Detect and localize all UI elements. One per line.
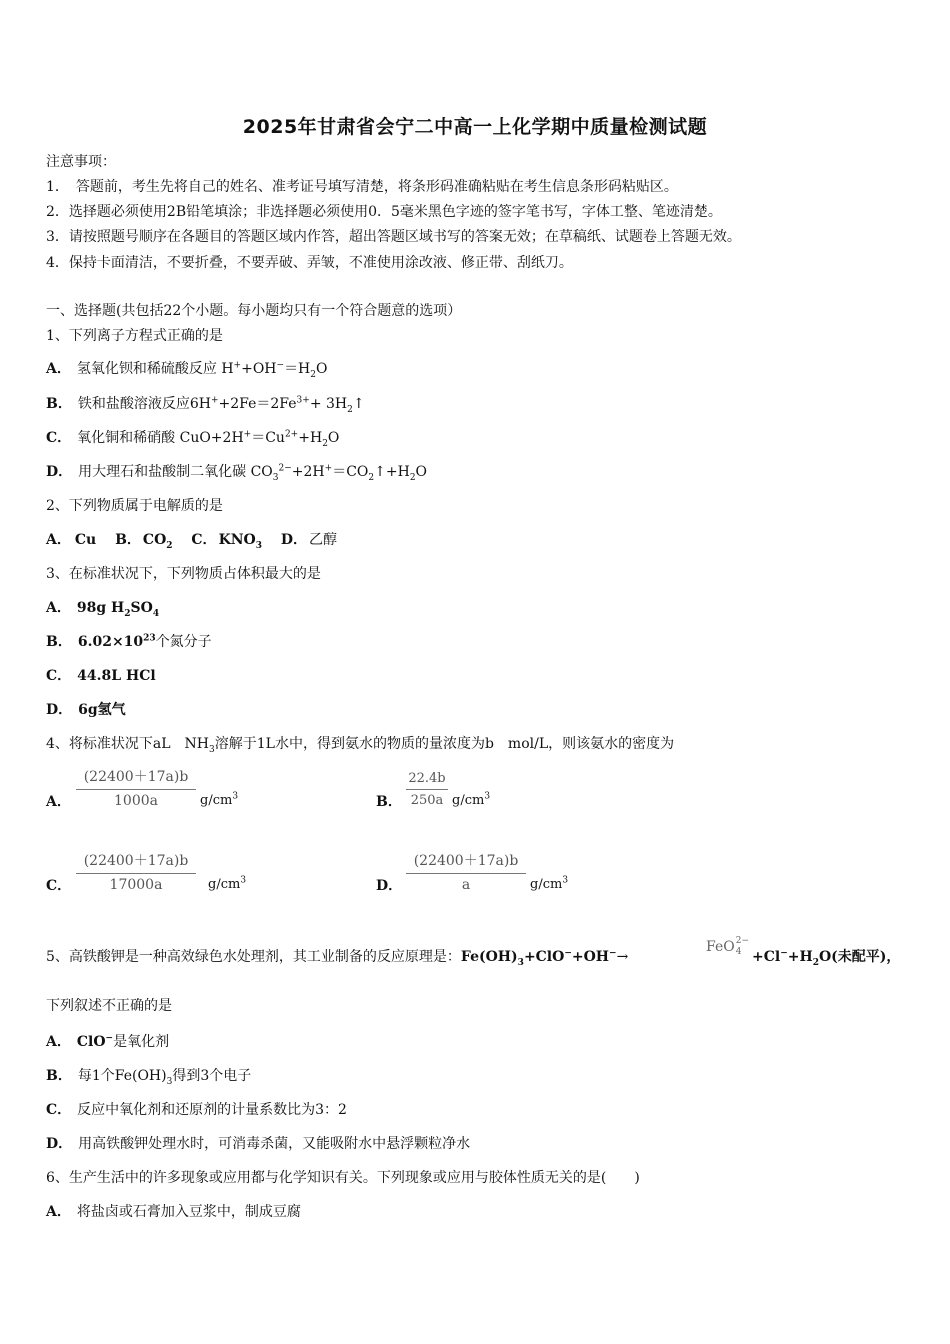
q4-option-c-unit: $g/cm^3$ (208, 875, 247, 892)
q1-option-b: B． 铁和盐酸溶液反应$6H^++2Fe=2Fe^{3+}+$ $3H_2↑$ (46, 395, 365, 415)
q4-option-a-fraction: $\frac{(22400+17a)b}{1000a}$ (76, 766, 196, 809)
q2-options (46, 530, 337, 550)
q1-option-c: C． 氧化铜和稀硝酸 $CuO+2H^+=Cu^{2+}+H_2O$ (46, 429, 340, 449)
option-label: D． (46, 464, 73, 480)
notice-item-2: 2．选择题必须使用2B铅笔填涂；非选择题必须使用0．5毫米黑色字迹的签字笔书写，字体工整、笔迹清楚。 (46, 204, 722, 220)
q3-option-a: A． 98g $H_2SO_4$ (46, 600, 160, 619)
q4-option-a-label: A． (46, 794, 71, 810)
q3-option-c: C． 44.8L HCl (46, 668, 156, 684)
q4-option-d-unit: $g/cm^3$ (530, 875, 569, 892)
q2-stem: 2、下列物质属于电解质的是 (46, 498, 223, 514)
q4-stem: 4、将标准状况下aL $NH_3$溶解于1L水中，得到氨水的物质的量浓度为b mol/L，则该氨水的密度为 (46, 736, 675, 755)
q3-stem: 3、在标准状况下，下列物质占体积最大的是 (46, 566, 321, 582)
q5-option-a: A． ClO−是氧化剂 (46, 1033, 170, 1050)
q4-option-c-label: C． (46, 878, 72, 894)
page-title: 2025年甘肃省会宁二中高一上化学期中质量检测试题 (242, 116, 708, 138)
option-label: C． (46, 430, 72, 446)
q4-option-b-label: B． (376, 794, 402, 810)
q2-option-a: A． Cu (46, 532, 97, 548)
q2-option-c: C． $KNO_3$ (191, 532, 262, 551)
q5-equation-rest: $+Cl^-+H_2O$(未配平)， (752, 948, 901, 968)
option-label: B． (46, 396, 72, 412)
section-heading: 一、选择题(共包括22个小题。每小题均只有一个符合题意的选项） (46, 303, 462, 319)
notice-heading: 注意事项： (46, 154, 116, 170)
q4-option-d-label: D． (376, 878, 403, 894)
q5-option-b: B． 每1个$Fe(OH)_3$得到3个电子 (46, 1068, 252, 1087)
option-label: A． (46, 361, 71, 377)
q5-option-c: C． 反应中氧化剂和还原剂的计量系数比为3：2 (46, 1102, 347, 1118)
q4-option-c-fraction: $\frac{(22400+17a)b}{17000a}$ (76, 850, 196, 893)
q4-option-b-fraction: $\frac{22.4b}{250a}$ (406, 771, 448, 808)
q5-stem-2: 下列叙述不正确的是 (46, 998, 172, 1014)
q4-option-a-unit: $g/cm^3$ (200, 791, 239, 808)
q2-option-b: B． $CO_2$ (115, 532, 173, 551)
q1-option-d: D． 用大理石和盐酸制二氧化碳 $CO_3^{2-}+2H^+=CO_2↑+H_2O$ (46, 463, 428, 483)
q2-option-d: D． 乙醇 (280, 532, 338, 548)
q5-ferrate-formula: FeO 2− 4 (706, 936, 749, 957)
notice-item-1: 1． 答题前，考生先将自己的姓名、准考证号填写清楚，将条形码准确粘贴在考生信息条形码粘贴区。 (46, 179, 678, 195)
q1-stem: 1、下列离子方程式正确的是 (46, 328, 223, 344)
q4-option-d-fraction: $\frac{(22400+17a)b}{a}$ (406, 850, 526, 893)
notice-item-3: 3．请按照题号顺序在各题目的答题区域内作答，超出答题区域书写的答案无效；在草稿纸、试题卷上答题无效。 (46, 229, 741, 245)
q5-option-d: D． 用高铁酸钾处理水时，可消毒杀菌，又能吸附水中悬浮颗粒净水 (46, 1136, 471, 1152)
q3-option-b: B． $6.02\times 10^{23}$个氮分子 (46, 633, 212, 650)
q1-option-a: A． 氢氧化钡和稀硫酸反应 $H^++OH^-=H_2O$ (46, 360, 328, 380)
q3-option-d: D． 6g氢气 (46, 702, 126, 718)
q5-stem: 5、高铁酸钾是一种高效绿色水处理剂，其工业制备的反应原理是：$Fe(OH)_3+ClO^-+OH^-\to$ (46, 948, 629, 968)
notice-item-4: 4．保持卡面清洁，不要折叠，不要弄破、弄皱，不准使用涂改液、修正带、刮纸刀。 (46, 255, 573, 271)
q6-stem: 6、生产生活中的许多现象或应用都与化学知识有关。下列现象或应用与胶体性质无关的是( ) (46, 1170, 640, 1186)
q4-option-b-unit: $g/cm^3$ (452, 791, 491, 808)
q6-option-a: A． 将盐卤或石膏加入豆浆中，制成豆腐 (46, 1204, 301, 1220)
